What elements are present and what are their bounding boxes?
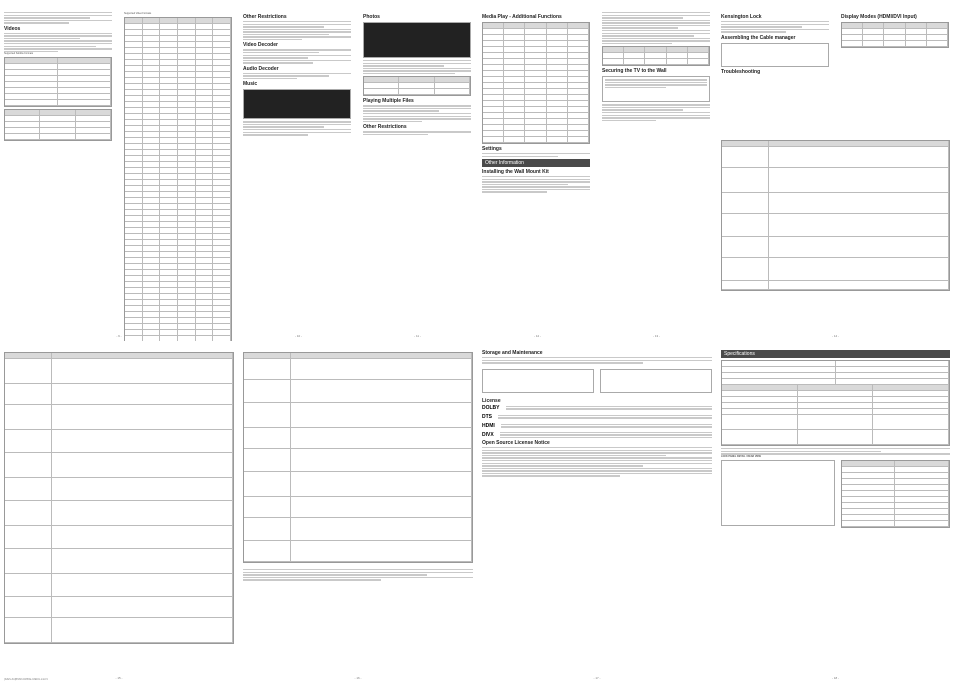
photos-heading: Photos xyxy=(363,14,380,20)
page-number-right: - 11 - xyxy=(414,334,421,338)
video-decoder-heading: Video Decoder xyxy=(243,42,278,49)
restrictions-text xyxy=(243,21,351,40)
specifications-content xyxy=(721,348,950,530)
troubleshooting-notes xyxy=(243,569,473,581)
music-screen-image xyxy=(243,89,351,119)
page-videos xyxy=(0,0,238,341)
videos-heading: Videos xyxy=(4,25,21,32)
page-number-left: - 12 - xyxy=(533,334,541,338)
divx-logo: DIVX xyxy=(482,431,494,438)
music-steps xyxy=(243,121,351,135)
page-number: - 18 - xyxy=(831,676,839,680)
cable-manager-image xyxy=(721,43,829,67)
troubleshooting-table-2 xyxy=(243,350,473,581)
settings-heading: Settings xyxy=(482,146,502,152)
kensington-text xyxy=(721,21,829,33)
cable-manager-heading: Assembling the Cable manager xyxy=(721,34,796,41)
dts-logo: DTS xyxy=(482,413,492,420)
storage-heading: Storage and Maintenance xyxy=(482,350,543,356)
photos-screen-image xyxy=(363,22,471,58)
multiple-files-text xyxy=(363,105,471,122)
subtitle-table xyxy=(4,57,112,107)
page-kensington xyxy=(717,0,954,341)
specifications-table xyxy=(721,360,950,446)
restrictions-text-2 xyxy=(363,131,471,135)
wall-mount-text xyxy=(482,176,590,193)
page-number: - 14 - xyxy=(831,334,839,338)
page-number: - 16 - xyxy=(354,676,362,680)
troubleshooting-heading: Troubleshooting xyxy=(721,68,761,75)
page-media-play-functions xyxy=(478,0,716,341)
audio-decoder-heading: Audio Decoder xyxy=(243,65,279,72)
page-number: - 17 - xyxy=(593,676,601,680)
dolby-logo: DOLBY xyxy=(482,404,500,411)
open-source-text xyxy=(482,447,712,477)
page-number: - 15 - xyxy=(115,676,123,680)
page-music-photos xyxy=(239,0,477,341)
intro-text xyxy=(4,12,112,24)
restrictions-column xyxy=(243,12,351,136)
specifications-notes xyxy=(721,448,950,455)
page-number-right: - 13 - xyxy=(652,334,660,338)
display-modes-table xyxy=(841,22,949,48)
page-troubleshooting-2 xyxy=(239,342,477,683)
specifications-bar: Specifications xyxy=(721,350,950,358)
lock-panel-label: LOCK PANEL DETAIL / REAR VIEW xyxy=(721,454,761,458)
video-formats-label: Supported Video Formats xyxy=(124,12,152,15)
photos-column xyxy=(363,12,471,135)
media-functions-heading: Media Play - Additional Functions xyxy=(482,14,562,20)
other-restrictions-heading-2: Other Restrictions xyxy=(363,124,407,131)
page-storage-license xyxy=(478,342,716,683)
videos-column-right xyxy=(124,12,232,341)
photo-formats-table xyxy=(363,76,471,96)
print-footer: [32ES-ZA]BN68-04859E-03ENG.indd 9 xyxy=(4,678,48,681)
wall-mount-spec-table xyxy=(602,46,710,66)
open-source-heading: Open Source License Notice xyxy=(482,440,550,447)
other-restrictions-heading: Other Restrictions xyxy=(243,14,287,20)
page-number-left: - 10 - xyxy=(294,334,302,338)
display-modes-column xyxy=(841,12,949,50)
notes-text xyxy=(602,12,710,44)
video-decoder-text xyxy=(243,49,351,63)
securing-steps xyxy=(602,104,710,121)
rear-view-dimension-table xyxy=(841,460,951,528)
page-specifications xyxy=(717,342,954,683)
photos-steps xyxy=(363,60,471,74)
storage-text xyxy=(482,357,712,364)
video-format-table xyxy=(124,17,232,341)
options-table xyxy=(482,22,590,144)
securing-column xyxy=(602,12,710,121)
troubleshooting-table-1 xyxy=(4,350,234,646)
display-modes-heading: Display Modes (HDMI/DVI Input) xyxy=(841,14,917,20)
page-number: - 9 - xyxy=(116,334,122,338)
videos-column-left xyxy=(4,12,112,143)
license-heading: License xyxy=(482,397,501,404)
audio-decoder-text xyxy=(243,73,351,80)
storage-license-content xyxy=(482,348,712,477)
page-troubleshooting-1 xyxy=(0,342,238,683)
kensington-heading: Kensington Lock xyxy=(721,14,762,20)
wall-mount-heading: Installing the Wall Mount Kit xyxy=(482,168,549,175)
securing-tv-heading: Securing the TV to the Wall xyxy=(602,68,667,75)
subtitle-table-2 xyxy=(4,109,112,141)
multiple-files-heading: Playing Multiple Files xyxy=(363,98,414,105)
troubleshooting-table xyxy=(721,138,950,293)
settings-text xyxy=(482,153,590,157)
media-functions-column xyxy=(482,12,590,193)
subtitle-formats-label: Supported Subtitle Formats xyxy=(4,52,34,56)
rear-view-image xyxy=(721,460,835,526)
rear-view-diagrams xyxy=(721,458,950,530)
kensington-column xyxy=(721,12,829,76)
videos-steps xyxy=(4,33,112,52)
caution-box xyxy=(602,76,710,102)
storage-caution-images xyxy=(482,367,712,395)
hdmi-logo: HDMI xyxy=(482,422,495,429)
other-information-bar: Other Information xyxy=(482,159,590,167)
license-list xyxy=(482,405,712,439)
music-heading: Music xyxy=(243,81,258,88)
